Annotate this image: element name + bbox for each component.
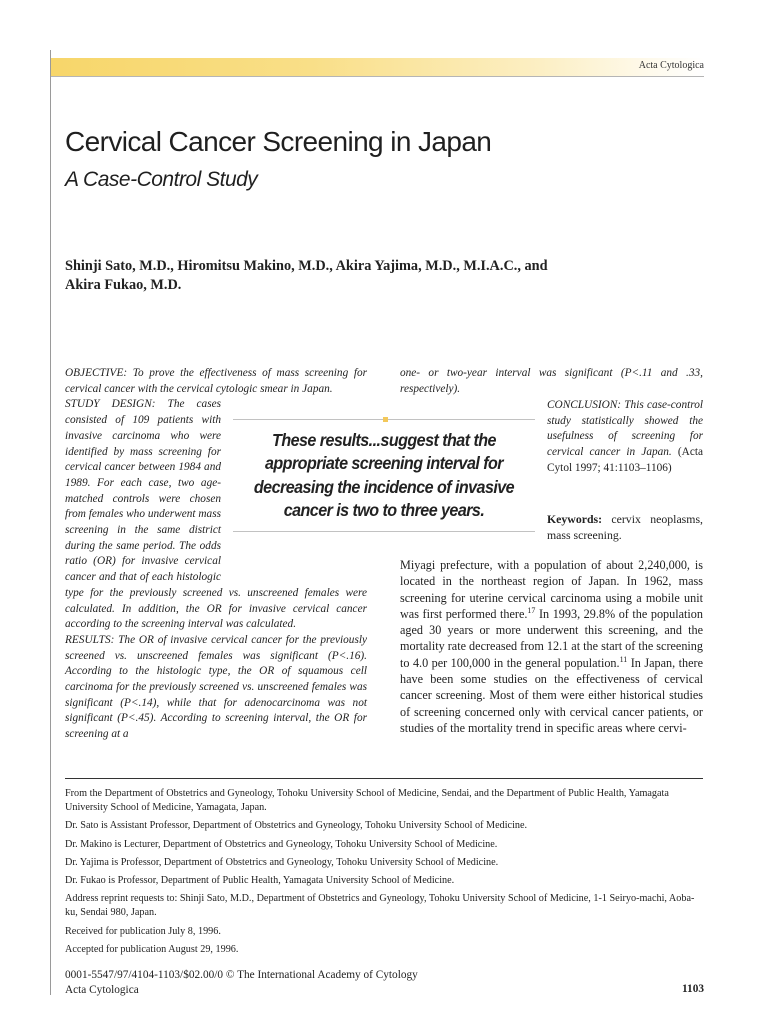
- footnote-makino: Dr. Makino is Lecturer, Department of Obstetrics and Gyneology, Tohoku University School of Medicine.: [65, 838, 498, 850]
- left-margin-rule: [50, 50, 51, 995]
- page-number: 1103: [682, 983, 704, 995]
- journal-footer: Acta Cytologica: [65, 984, 139, 996]
- abstract-objective: OBJECTIVE: To prove the effectiveness of mass screening for cervical cancer with the cervical cytologic smear in Japan.: [65, 367, 367, 395]
- keywords: [547, 511, 703, 543]
- abstract-right-continuation: one- or two-year interval was significant (P<.11 and .33, respectively).: [400, 367, 703, 395]
- issn-line: 0001-5547/97/4104-1103/$02.00/0 © The International Academy of Cytology: [65, 969, 418, 981]
- body-paragraph: [400, 557, 703, 736]
- pull-quote-accent: [383, 417, 388, 422]
- pull-quote-box: [233, 419, 535, 532]
- author-line-1: Shinji Sato, M.D., Hiromitsu Makino, M.D., Akira Yajima, M.D., M.I.A.C., and: [65, 258, 548, 274]
- reference-11: 11: [619, 654, 628, 664]
- header-rule: [51, 76, 704, 77]
- keywords-text: cervix neoplasms, mass screening.: [547, 512, 703, 542]
- footnote-fukao: Dr. Fukao is Professor, Department of Public Health, Yamagata University School of Medicine.: [65, 875, 455, 887]
- header-band: [51, 58, 704, 76]
- article-subtitle: A Case-Control Study: [65, 168, 258, 191]
- publication-ids: [65, 968, 418, 998]
- abstract-results: RESULTS: The OR of invasive cervical cancer for the previously screened vs. unscreened females was significant (P<.16). According to the histologic type, the OR of squamous cell carcinoma for the previously screened vs. unscreened females was significant (P<.14), while that for adenocarcinoma was not significant (P<.45). According to screening interval, the OR for screening at a: [65, 633, 367, 741]
- footnote-reprint: Address reprint requests to: Shinji Sato, M.D., Department of Obstetrics and Gyneology, Tohoku University School of Medicine, 1-1 Seiryo-machi, Aoba-ku, Sendai 980, Japan.: [65, 893, 695, 919]
- footnote-sato: Dr. Sato is Assistant Professor, Department of Obstetrics and Gyneology, Tohoku University School of Medicine.: [65, 820, 528, 832]
- keywords-label: Keywords:: [547, 512, 603, 526]
- running-header-journal: Acta Cytologica: [638, 60, 704, 71]
- footnote-affiliation: From the Department of Obstetrics and Gyneology, Tohoku University School of Medicine, Sendai, and the Department of Public Health, Yamagata University School of Medicine, Yamagata, Japan.: [65, 788, 669, 814]
- author-line-2: Akira Fukao, M.D.: [65, 277, 182, 293]
- footnote-accepted: Accepted for publication August 29, 1996.: [65, 943, 239, 955]
- conclusion-text: CONCLUSION: This case-control study statistically showed the usefulness of screening for cervical cancer in Japan.: [547, 399, 703, 459]
- citation-text: (Acta Cytol 1997; 41:1103–1106): [547, 446, 703, 474]
- abstract-study-design: STUDY DESIGN: The cases consisted of 109 patients with invasive carcinoma who were identified by mass screening for cervical cancer between 1984 and 1989. For each case, two age-matched controls were chosen from females who underwent mass screening in the same district during the same period. The odds ratio (OR) for invasive cervical cancer and that of each histologic type for the previously screened vs. unscreened females were calculated. In addition, the OR for invasive cervical cancer according to the screening interval was calculated.: [65, 398, 367, 631]
- footnote-yajima: Dr. Yajima is Professor, Department of Obstetrics and Gyneology, Tohoku University School of Medicine.: [65, 856, 499, 868]
- footnote-received: Received for publication July 8, 1996.: [65, 925, 221, 937]
- author-list: [65, 257, 705, 295]
- body-text-part-2: In 1993, 29.8% of the population aged 30 years or more underwent this screening, and the mortality rate decreased from 12.1 at the start of the screening to 4.0 per 100,000 in the general population.: [400, 606, 703, 670]
- article-title: Cervical Cancer Screening in Japan: [65, 126, 492, 157]
- body-text-part-1: Miyagi prefecture, with a population of about 2,240,000, is located in the northeast region of Japan. In 1962, mass screening for uterine cervical carcinoma using a mobile unit was first performed there.: [400, 558, 703, 621]
- abstract-conclusion: [547, 398, 703, 477]
- pull-quote-text: These results...suggest that the appropriate screening interval for decreasing the incidence of invasive cancer is two to three years.: [253, 429, 515, 520]
- body-text-part-3: In Japan, there have been some studies on the effectiveness of cervical cancer screening. Most of them were either historical studies of screening concerned only with cervical cancer patients, or studies of the mortality trend in specific areas where cervi-: [400, 655, 703, 735]
- footnote-rule: [65, 778, 703, 779]
- footnotes: [65, 787, 703, 961]
- reference-17: 17: [527, 605, 536, 615]
